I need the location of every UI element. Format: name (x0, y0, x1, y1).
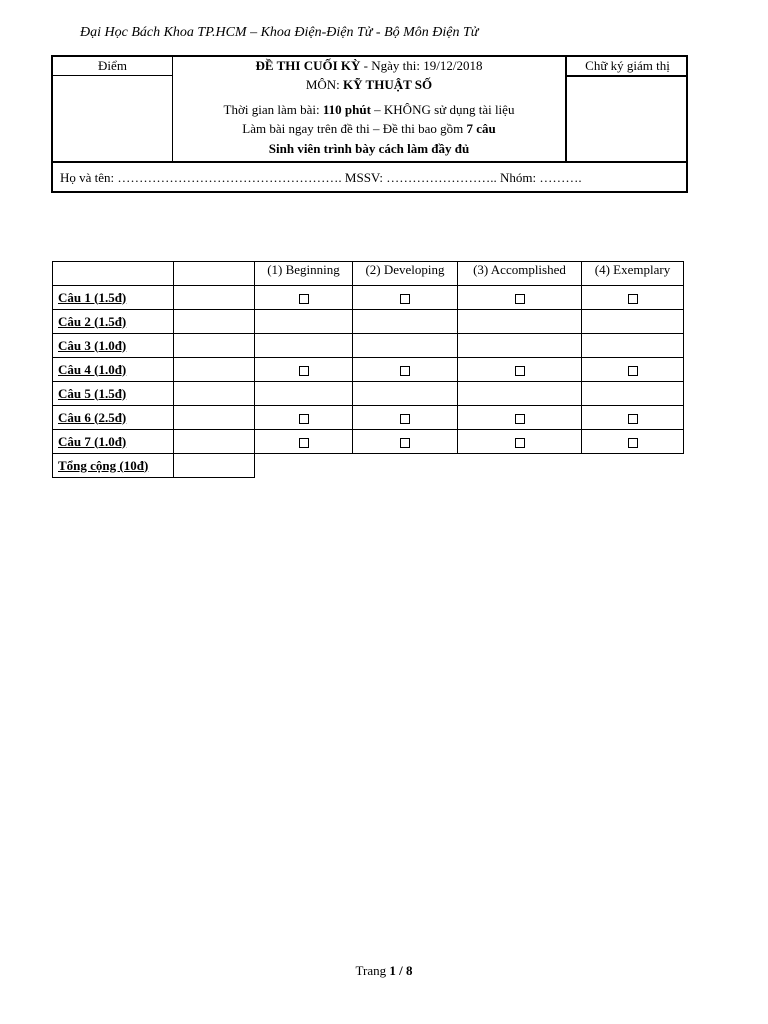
score-cell[interactable] (174, 334, 255, 358)
exam-header-box (51, 55, 688, 193)
subject-line (173, 77, 565, 93)
column-beginning: (1) Beginning (255, 262, 353, 286)
time-value: 110 phút (322, 102, 371, 117)
rubric-cell[interactable] (255, 358, 353, 382)
rubric-row (53, 334, 684, 358)
question-label: Câu 7 (1.0đ) (53, 430, 174, 454)
checkbox-icon[interactable] (515, 366, 525, 376)
time-line (173, 102, 565, 118)
rubric-cell[interactable] (353, 406, 458, 430)
checkbox-icon[interactable] (400, 366, 410, 376)
score-cell[interactable] (174, 358, 255, 382)
checkbox-icon[interactable] (628, 294, 638, 304)
rubric-cell[interactable] (353, 358, 458, 382)
header-score-cell (174, 262, 255, 286)
header-blank-cell (53, 262, 174, 286)
rubric-cell[interactable] (353, 430, 458, 454)
checkbox-icon[interactable] (400, 414, 410, 424)
signature-label: Chữ ký giám thị (567, 57, 688, 77)
score-column (53, 57, 173, 161)
rubric-cell (255, 334, 353, 358)
instruction-line (173, 121, 565, 137)
empty-cell (255, 454, 353, 478)
score-label: Điểm (53, 57, 172, 76)
checkbox-icon[interactable] (515, 294, 525, 304)
score-cell[interactable] (174, 286, 255, 310)
total-row (53, 454, 684, 478)
score-cell[interactable] (174, 310, 255, 334)
question-label: Câu 3 (1.0đ) (53, 334, 174, 358)
time-suffix: – KHÔNG sử dụng tài liệu (370, 102, 515, 117)
subject-prefix: MÔN: (305, 77, 344, 92)
checkbox-icon[interactable] (400, 294, 410, 304)
column-accomplished: (3) Accomplished (458, 262, 582, 286)
empty-cell (353, 454, 458, 478)
university-department-line: Đại Học Bách Khoa TP.HCM – Khoa Điện-Điện Tử - Bộ Môn Điện Tử (80, 25, 479, 40)
exam-title-line (173, 58, 565, 74)
rubric-row (53, 430, 684, 454)
question-label: Câu 4 (1.0đ) (53, 358, 174, 382)
checkbox-icon[interactable] (400, 438, 410, 448)
checkbox-icon[interactable] (628, 438, 638, 448)
exam-info (173, 57, 565, 161)
rubric-cell (353, 310, 458, 334)
rubric-cell[interactable] (255, 286, 353, 310)
rubric-cell (458, 382, 582, 406)
question-label: Câu 1 (1.5đ) (53, 286, 174, 310)
rubric-cell (458, 334, 582, 358)
rubric-cell[interactable] (353, 286, 458, 310)
checkbox-icon[interactable] (299, 366, 309, 376)
rubric-cell (458, 310, 582, 334)
rubric-row (53, 406, 684, 430)
page-prefix: Trang (355, 963, 390, 978)
checkbox-icon[interactable] (515, 438, 525, 448)
rubric-cell[interactable] (458, 430, 582, 454)
rubric-cell[interactable] (582, 286, 684, 310)
rubric-cell[interactable] (255, 430, 353, 454)
rubric-cell (582, 382, 684, 406)
rubric-cell[interactable] (582, 358, 684, 382)
rubric-table (52, 261, 684, 478)
rubric-cell (582, 334, 684, 358)
rubric-cell[interactable] (582, 430, 684, 454)
presentation-note: Sinh viên trình bày cách làm đầy đủ (268, 141, 470, 156)
score-cell[interactable] (174, 406, 255, 430)
rubric-row (53, 310, 684, 334)
exam-title: ĐỀ THI CUỐI KỲ (255, 58, 361, 73)
total-score-cell[interactable] (174, 454, 255, 478)
empty-cell (582, 454, 684, 478)
rubric-cell[interactable] (458, 286, 582, 310)
column-developing: (2) Developing (353, 262, 458, 286)
score-cell[interactable] (174, 382, 255, 406)
rubric-cell[interactable] (582, 406, 684, 430)
checkbox-icon[interactable] (299, 438, 309, 448)
page-total: 8 (405, 963, 413, 978)
rubric-cell (255, 382, 353, 406)
checkbox-icon[interactable] (299, 294, 309, 304)
total-label: Tổng cộng (10đ) (53, 454, 174, 478)
student-info-line: Họ và tên: ……………………………………………. MSSV: …………………….. Nhóm: ………. (53, 161, 686, 191)
page-current: 1 (389, 963, 396, 978)
page-separator: / (395, 963, 406, 978)
question-count: 7 câu (466, 121, 496, 136)
question-label: Câu 6 (2.5đ) (53, 406, 174, 430)
page-footer (0, 963, 768, 979)
rubric-row (53, 382, 684, 406)
rubric-cell (582, 310, 684, 334)
rubric-cell (353, 382, 458, 406)
exam-date: - Ngày thi: 19/12/2018 (360, 58, 483, 73)
empty-cell (458, 454, 582, 478)
rubric-cell[interactable] (255, 406, 353, 430)
score-cell[interactable] (174, 430, 255, 454)
time-prefix: Thời gian làm bài: (223, 102, 323, 117)
rubric-row (53, 358, 684, 382)
column-exemplary: (4) Exemplary (582, 262, 684, 286)
rubric-cell (255, 310, 353, 334)
rubric-cell (353, 334, 458, 358)
instruction-prefix: Làm bài ngay trên đề thi – Đề thi bao gồm (242, 121, 467, 136)
rubric-row (53, 286, 684, 310)
rubric-cell[interactable] (458, 406, 582, 430)
subject-name: KỸ THUẬT SỐ (343, 77, 433, 92)
checkbox-icon[interactable] (628, 366, 638, 376)
checkbox-icon[interactable] (299, 414, 309, 424)
rubric-cell[interactable] (458, 358, 582, 382)
checkbox-icon[interactable] (628, 414, 638, 424)
signature-column (565, 57, 688, 161)
rubric-header-row (53, 262, 684, 286)
question-label: Câu 5 (1.5đ) (53, 382, 174, 406)
checkbox-icon[interactable] (515, 414, 525, 424)
question-label: Câu 2 (1.5đ) (53, 310, 174, 334)
